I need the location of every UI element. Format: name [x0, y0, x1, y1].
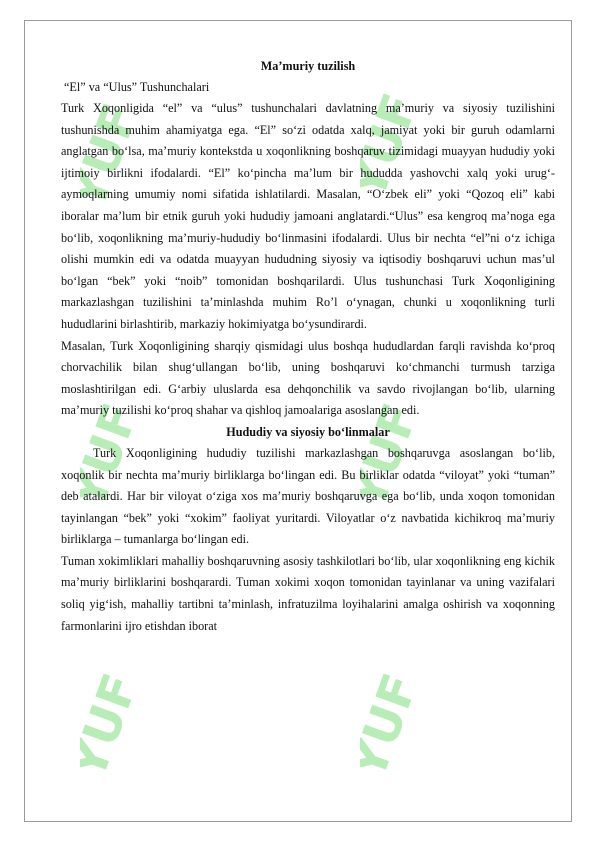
paragraph: Tuman xokimliklari mahalliy boshqaruvning asosiy tashkilotlari bo‘lib, ular xoqonlikning eng kichik ma’muriy birliklarini boshqarardi. Tuman xokimi xoqon tomonidan tayinlanar va uning vazifalari soliq yig‘ish, mahalliy tartibni ta’minlash, infratuzilma loyihalarini amalga oshirish va xoqonning farmonlarini ijro etishdan iborat: [61, 553, 555, 633]
section-title: Hududiy va siyosiy bo‘linmalar: [226, 424, 390, 439]
watermark: [360, 640, 430, 820]
paragraph: Turk Xoqonligining hududiy tuzilishi markazlashgan boshqaruvga asoslangan bo‘lib, xoqonlik bir nechta ma’muriy birliklarga bo‘lingan edi. Bu birliklar odatda “viloyat” yoki “tuman” deb atalardi. Har bir viloyat o‘ziga xos ma’muriy boshqaruvga ega bo‘lib, unda xoqon tomonidan tayinlangan “bek” yoki “xokim” faoliyat yuritardi. Viloyatlar o‘z navbatida kichikroq ma’muriy birliklarga – tumanlarga bo‘lingan edi.: [61, 445, 555, 547]
paragraph: Turk Xoqonligida “el” va “ulus” tushunchalari davlatning ma’muriy va siyosiy tuzilishini tushunishda muhim ahamiyatga ega. “El” so‘zi odatda xalq, jamiyat yoki bir guruh odamlarni anglatgan bo‘lsa, ma’muriy kontekstda u xoqonlikning boshqaruv tizimidagi muayyan hududiy yoki ijtimoiy birlikni ifodalardi. “El” ko‘pincha ma’lum bir hududda yashovchi xalq yoki urug‘-aymoqlarning umumiy nomi sifatida ishlatilardi. Masalan, “O‘zbek eli” yoki “Qozoq eli” kabi iboralar ma’lum bir etnik guruh yoki hududiy jamoani anglatardi.“Ulus” esa kengroq ma’noga ega bo‘lib, xoqonlikning ma’muriy-hududiy bo‘linmasini ifodalardi. Ulus bir nechta “el”ni o‘z ichiga olishi mumkin edi va odatda muayyan hududning siyosiy va iqtisodiy boshqaruvi uchun mas’ul bo‘lgan “bek” yoki “noib” tomonidan boshqarilardi. Ulus tushunchasi Turk Xoqonligining markazlashgan tuzilishini ta’minlashda muhim Ro’l o‘ynagan, chunki u xoqonlikning turli hududlarini birlashtirib, markaziy hokimiyatga bo‘ysundirardi.: [61, 101, 555, 331]
watermark: [80, 640, 150, 820]
document-subtitle: “El” va “Ulus” Tushunchalari: [64, 80, 210, 94]
paragraph: Masalan, Turk Xoqonligining sharqiy qismidagi ulus boshqa hududlardan farqli ravishda ko‘proq chorvachilik bilan shug‘ullangan bo‘lib, uning boshqaruvi ko‘chmanchi turmush tarziga moslashtirilgan edi. G‘arbiy uluslarda esa dehqonchilik va savdo rivojlangan bo‘lib, ularning ma’muriy tuzilishi ko‘proq shahar va qishloq jamoalariga asoslangan edi.: [61, 338, 555, 418]
document-title: Ma’muriy tuzilish: [260, 59, 356, 73]
svg-text:YUF: YUF: [80, 666, 150, 786]
svg-text:YUF: YUF: [80, 396, 150, 516]
svg-text:YUF: YUF: [360, 86, 430, 206]
document-body: [61, 56, 555, 637]
svg-text:YUF: YUF: [80, 96, 150, 216]
svg-text:YUF: YUF: [360, 666, 430, 786]
svg-text:YUF: YUF: [360, 396, 430, 516]
